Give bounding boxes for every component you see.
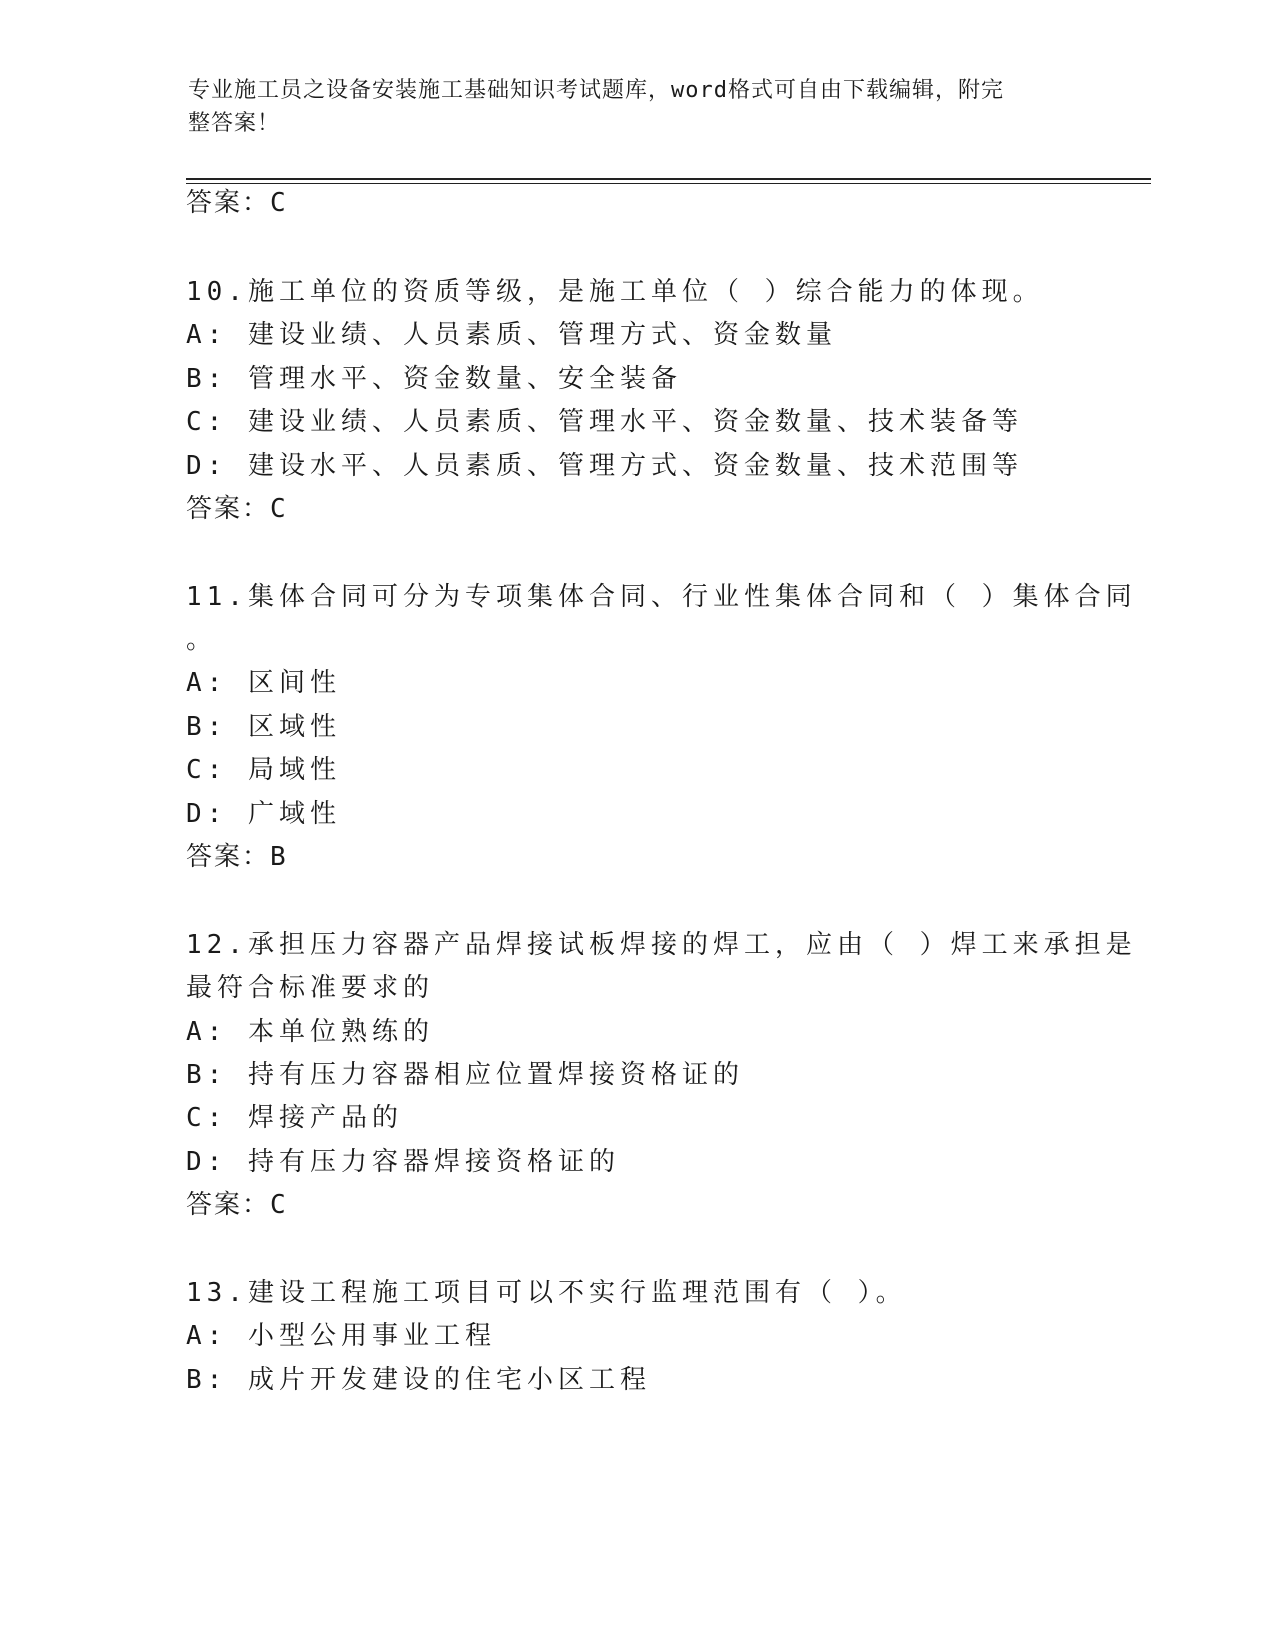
question-11-option-d: D: 广域性 — [186, 799, 341, 829]
question-11-option-a: A: 区间性 — [186, 668, 341, 698]
question-12-stem: 12.承担压力容器产品焊接试板焊接的焊工，应由（ ）焊工来承担是 — [186, 930, 1137, 960]
answer-value: C — [270, 494, 288, 524]
question-12-option-b: B: 持有压力容器相应位置焊接资格证的 — [186, 1060, 744, 1090]
question-13-option-b: B: 成片开发建设的住宅小区工程 — [186, 1365, 651, 1395]
answer-label: 答案： — [186, 842, 271, 872]
question-10-option-d: D: 建设水平、人员素质、管理方式、资金数量、技术范围等 — [186, 451, 1023, 481]
question-11-option-c: C: 局域性 — [186, 755, 341, 785]
answer-value: C — [270, 1190, 288, 1220]
question-10-option-a: A: 建设业绩、人员素质、管理方式、资金数量 — [186, 320, 837, 350]
document-header — [188, 74, 1068, 140]
question-12-answer — [186, 1188, 288, 1222]
answer-value: C — [270, 188, 288, 218]
question-11-stem-cont: 。 — [186, 625, 218, 655]
question-11-answer — [186, 840, 288, 874]
question-10-answer — [186, 492, 288, 526]
answer-label: 答案： — [186, 494, 271, 524]
header-line-2: 整答案！ — [188, 111, 281, 136]
question-11-stem: 11.集体合同可分为专项集体合同、行业性集体合同和（ ）集体合同 — [186, 582, 1137, 612]
question-11-option-b: B: 区域性 — [186, 712, 341, 742]
answer-value: B — [270, 842, 288, 872]
question-13-stem: 13.建设工程施工项目可以不实行监理范围有（ ）。 — [186, 1278, 907, 1308]
header-divider-thin — [186, 183, 1151, 184]
question-10-option-c: C: 建设业绩、人员素质、管理水平、资金数量、技术装备等 — [186, 407, 1023, 437]
question-12-stem-cont: 最符合标准要求的 — [186, 973, 435, 1003]
question-10-option-b: B: 管理水平、资金数量、安全装备 — [186, 364, 682, 394]
header-line-1: 专业施工员之设备安装施工基础知识考试题库，word格式可自由下载编辑，附完 — [188, 78, 1004, 103]
answer-line — [186, 186, 288, 220]
header-divider — [186, 178, 1151, 180]
question-12-option-a: A: 本单位熟练的 — [186, 1017, 434, 1047]
question-12-option-d: D: 持有压力容器焊接资格证的 — [186, 1147, 620, 1177]
answer-label: 答案： — [186, 1190, 271, 1220]
question-10-stem: 10.施工单位的资质等级，是施工单位（ ）综合能力的体现。 — [186, 277, 1044, 307]
answer-label: 答案： — [186, 188, 271, 218]
question-12-option-c: C: 焊接产品的 — [186, 1103, 403, 1133]
question-13-option-a: A: 小型公用事业工程 — [186, 1321, 496, 1351]
